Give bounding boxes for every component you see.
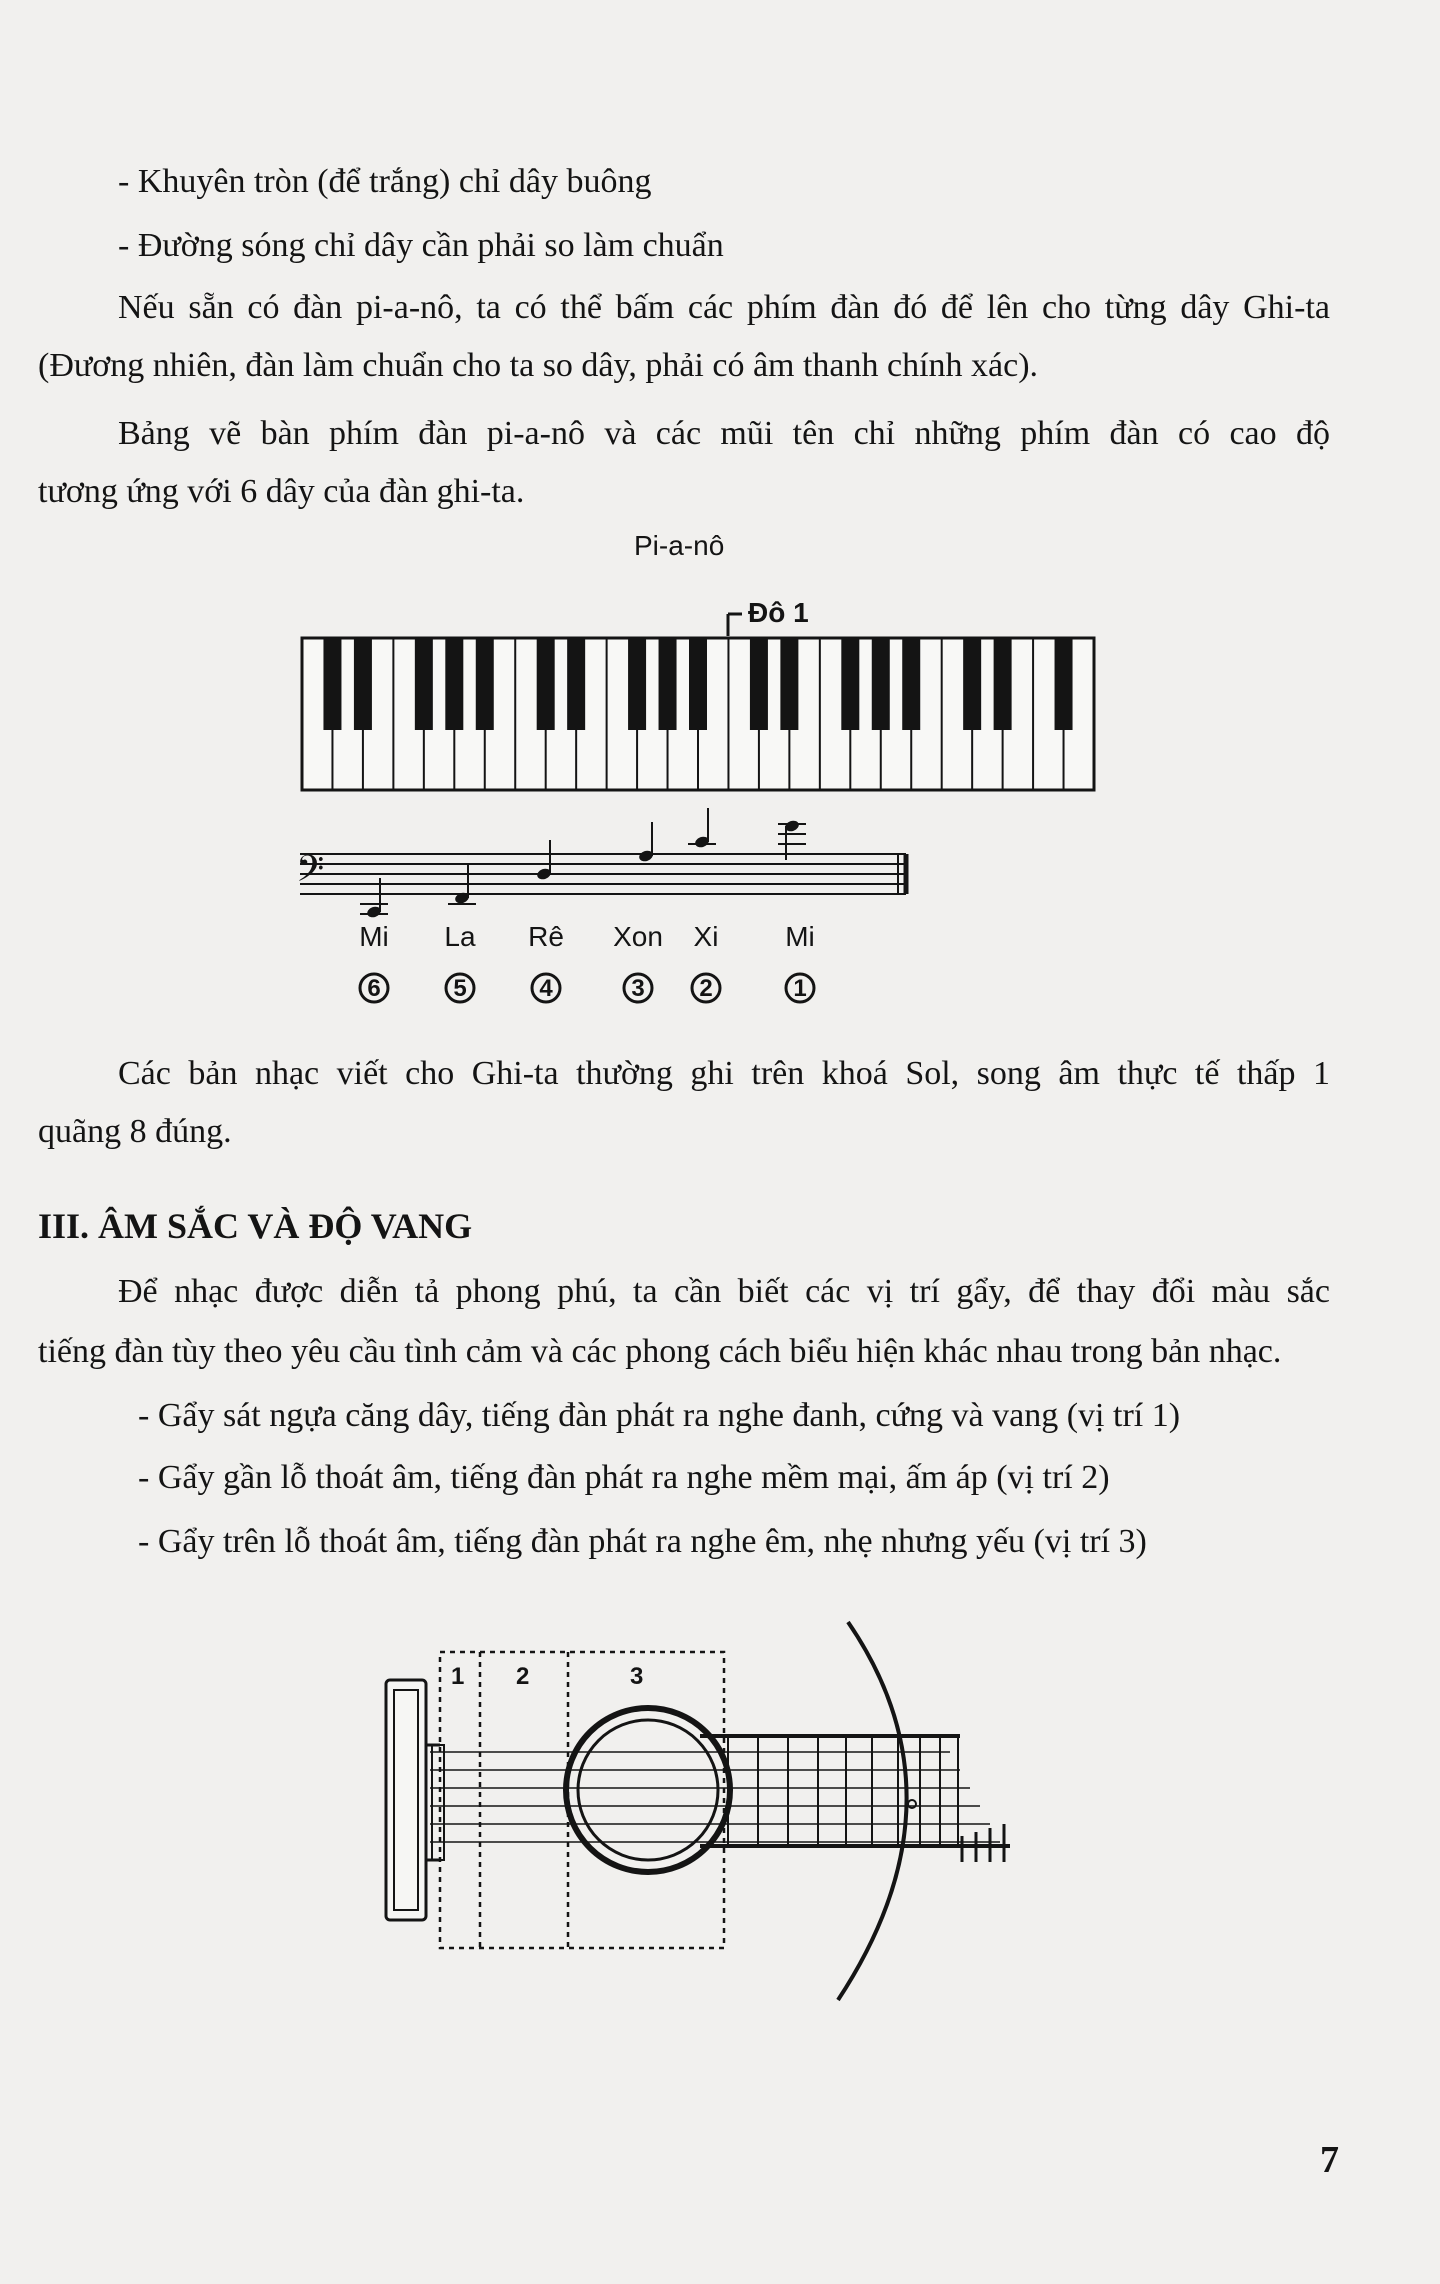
note-name-label: La: [444, 921, 476, 952]
string-number-label: 4: [539, 975, 553, 1002]
keyboard-paragraph-line-1: Bảng vẽ bàn phím đàn pi-a-nô và các mũi tên chỉ những phím đàn có cao độ: [118, 415, 1330, 452]
bullet-wave-string: - Đường sóng chỉ dây cần phải so làm chuẩn: [118, 227, 724, 264]
note-name-label: Rê: [528, 921, 564, 952]
fretboard: [728, 1736, 1004, 1862]
zone-label-3: 3: [630, 1663, 644, 1690]
string-number-label: 1: [793, 975, 807, 1002]
picking-zones: [440, 1652, 724, 1948]
note-name-label: Xon: [613, 921, 663, 952]
bullet-open-string: - Khuyên tròn (để trắng) chỉ dây buông: [118, 163, 652, 200]
bridge-icon: [386, 1680, 426, 1920]
fret-dot-icon: [908, 1800, 916, 1808]
note-name-label: Mi: [785, 921, 815, 952]
section-heading: III. ÂM SẮC VÀ ĐỘ VANG: [38, 1206, 473, 1246]
zone-label-2: 2: [516, 1663, 530, 1690]
bass-clef-icon: 𝄢: [296, 848, 325, 899]
middle-c-label: Đô 1: [748, 597, 809, 628]
guitar-body-diagram: [386, 1622, 1010, 2000]
section-intro-line-1: Để nhạc được diễn tả phong phú, ta cần biết các vị trí gẩy, để thay đổi màu sắc: [118, 1273, 1330, 1310]
keyboard-paragraph-line-2: tương ứng với 6 dây của đàn ghi-ta.: [38, 473, 525, 510]
clef-paragraph-line-2: quãng 8 đúng.: [38, 1113, 232, 1150]
section-intro-line-2: tiếng đàn tùy theo yêu cầu tình cảm và các phong cách biểu hiện khác nhau trong bản nhạc.: [38, 1333, 1282, 1370]
position-item-2: - Gẩy gần lỗ thoát âm, tiếng đàn phát ra nghe mềm mại, ấm áp (vị trí 2): [138, 1459, 1110, 1496]
note-name-label: Mi: [359, 921, 389, 952]
string-number-label: 5: [453, 975, 467, 1002]
string-number-label: 6: [367, 975, 381, 1002]
piano-paragraph-line-1: Nếu sẵn có đàn pi-a-nô, ta có thể bấm các phím đàn đó để lên cho từng dây Ghi-ta: [118, 289, 1330, 326]
string-number-label: 3: [631, 975, 645, 1002]
piano-figure-title: Pi-a-nô: [634, 530, 725, 561]
position-item-3: - Gẩy trên lỗ thoát âm, tiếng đàn phát ra nghe êm, nhẹ nhưng yếu (vị trí 3): [138, 1523, 1147, 1560]
string-number-label: 2: [699, 975, 713, 1002]
piano-paragraph-line-2: (Đương nhiên, đàn làm chuẩn cho ta so dây, phải có âm thanh chính xác).: [38, 347, 1039, 384]
position-item-1: - Gẩy sát ngựa căng dây, tiếng đàn phát ra nghe đanh, cứng và vang (vị trí 1): [138, 1397, 1181, 1434]
clef-paragraph-line-1: Các bản nhạc viết cho Ghi-ta thường ghi trên khoá Sol, song âm thực tế thấp 1: [118, 1055, 1330, 1092]
page-number: 7: [1320, 2139, 1339, 2181]
note-name-label: Xi: [693, 921, 719, 952]
zone-label-1: 1: [451, 1663, 465, 1690]
